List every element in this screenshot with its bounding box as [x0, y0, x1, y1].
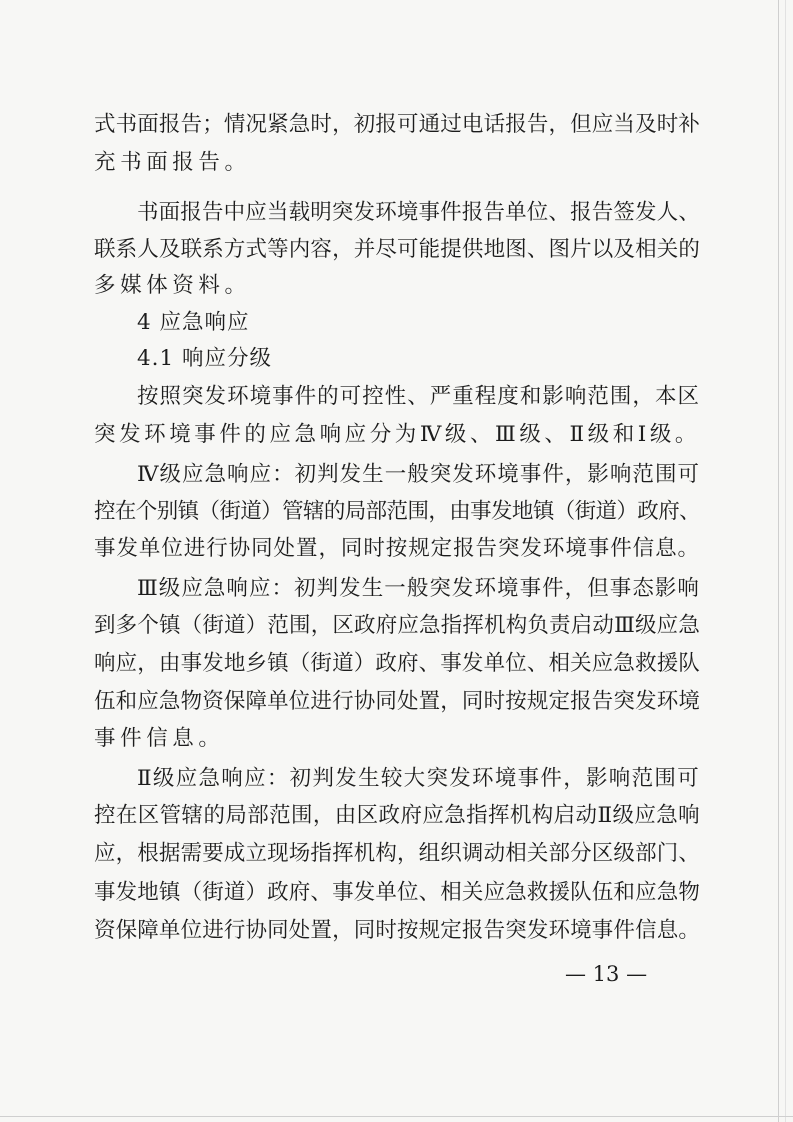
text-line: 控在个别镇（街道）管辖的局部范围，由事发地镇（街道）政府、: [94, 499, 700, 524]
text-line: Ⅳ级应急响应：初判发生一般突发环境事件，影响范围可: [137, 462, 700, 487]
section-heading: 4 应急响应: [137, 310, 250, 335]
page-number: — 13 —: [565, 962, 648, 986]
text-line: 按照突发环境事件的可控性、严重程度和影响范围，本区: [137, 384, 700, 409]
text-line: 联系人及联系方式等内容，并尽可能提供地图、图片以及相关的: [94, 237, 700, 262]
scan-edge-line-2: [785, 0, 786, 1122]
text-line: 应，根据需要成立现场指挥机构，组织调动相关部分区级部门、: [94, 841, 700, 866]
text-line: Ⅱ级应急响应：初判发生较大突发环境事件，影响范围可: [137, 766, 700, 791]
scan-edge-line: [778, 0, 779, 1122]
text-line: 书面报告中应当载明突发环境事件报告单位、报告签发人、: [137, 200, 700, 225]
text-line: 充书面报告。: [94, 150, 251, 175]
text-line: 伍和应急物资保障单位进行协同处置，同时按规定报告突发环境: [94, 689, 700, 714]
text-line: 多媒体资料。: [94, 273, 251, 298]
text-line: 控在区管辖的局部范围，由区政府应急指挥机构启动Ⅱ级应急响: [94, 803, 700, 828]
text-line: 式书面报告；情况紧急时，初报可通过电话报告，但应当及时补: [94, 112, 700, 137]
text-line: 事件信息。: [94, 726, 225, 751]
text-line: 资保障单位进行协同处置，同时按规定报告突发环境事件信息。: [94, 918, 700, 943]
text-line: 事发单位进行协同处置，同时按规定报告突发环境事件信息。: [94, 536, 700, 561]
text-line: 到多个镇（街道）范围，区政府应急指挥机构负责启动Ⅲ级应急: [94, 613, 700, 638]
text-line: 突发环境事件的应急响应分为Ⅳ级、Ⅲ级、Ⅱ级和Ⅰ级。: [94, 422, 700, 447]
text-line: 事发地镇（街道）政府、事发单位、相关应急救援队伍和应急物: [94, 880, 700, 905]
subsection-heading: 4.1 响应分级: [137, 346, 273, 371]
scan-edge-bottom: [0, 1116, 793, 1117]
text-line: Ⅲ级应急响应：初判发生一般突发环境事件，但事态影响: [137, 576, 700, 601]
text-line: 响应，由事发地乡镇（街道）政府、事发单位、相关应急救援队: [94, 651, 700, 676]
